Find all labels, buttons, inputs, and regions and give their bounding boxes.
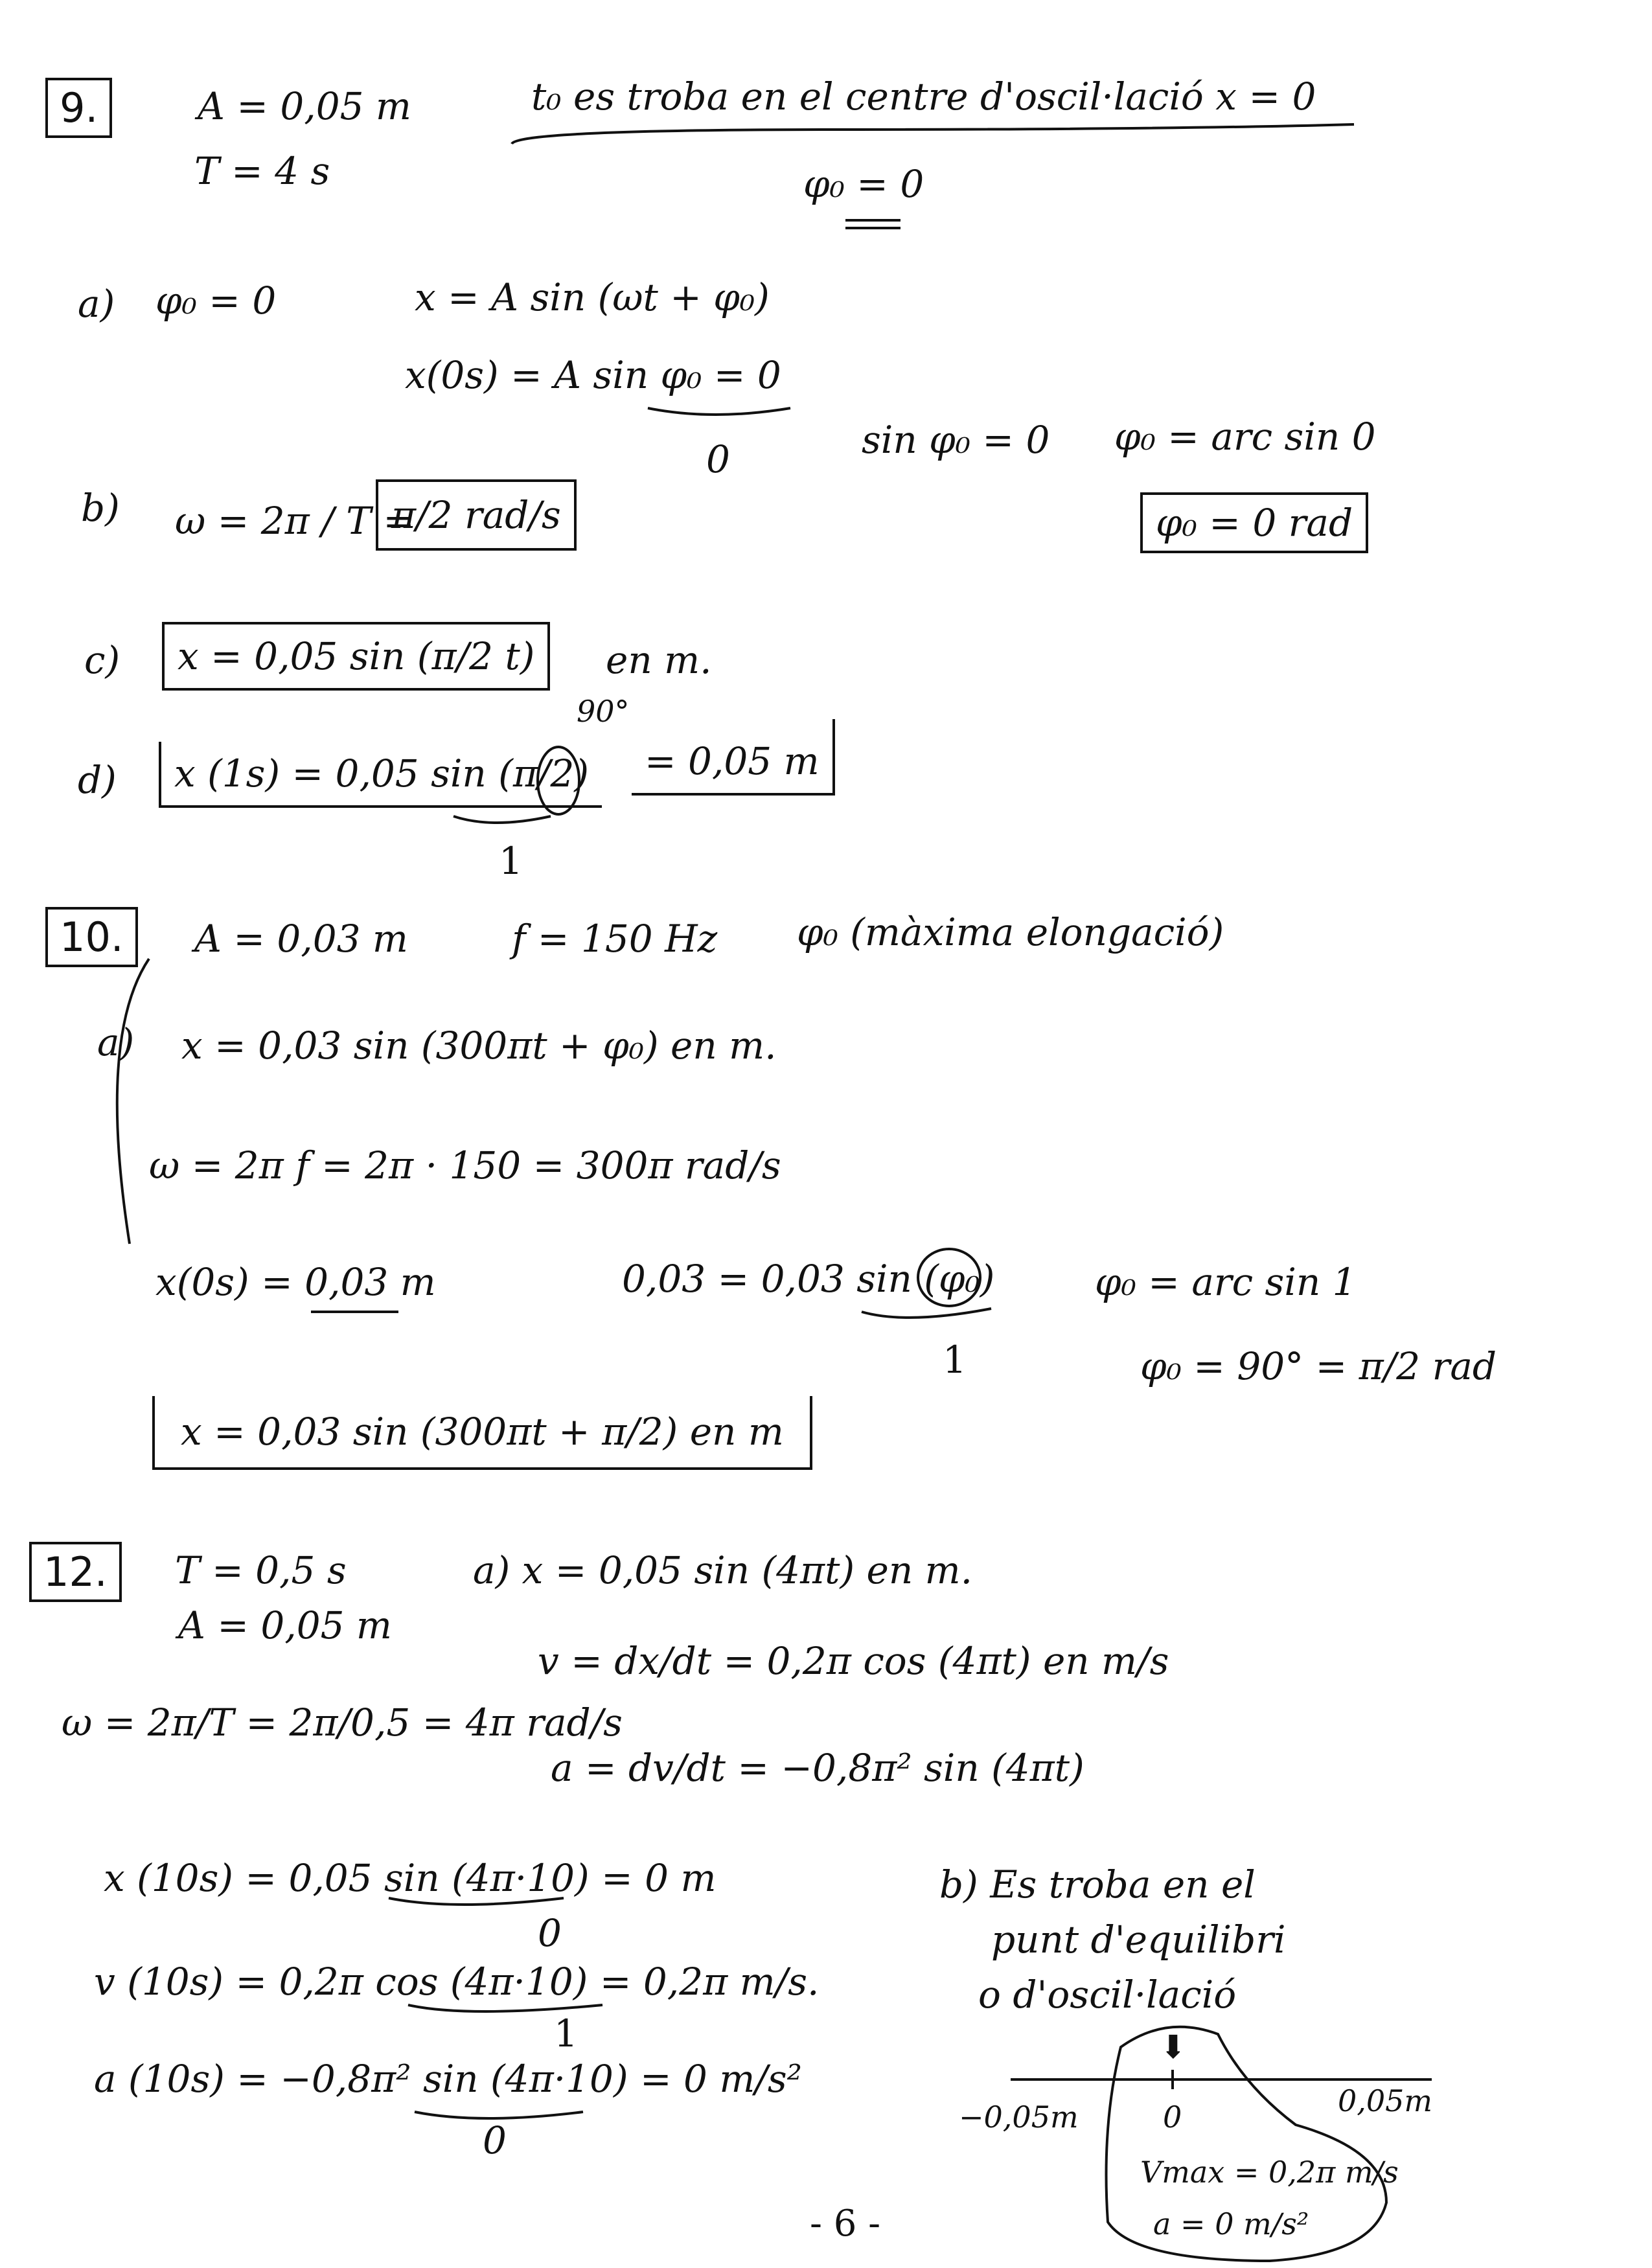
p12-x10: x (10s) = 0,05 sin (4π·10) = 0 m [104, 1856, 717, 1900]
p12-v-eq: v = dx/dt = 0,2π cos (4πt) en m/s [538, 1639, 1169, 1683]
page-number: - 6 - [810, 2203, 881, 2245]
p12-period: T = 0,5 s [175, 1548, 347, 1592]
p10-arc: φ₀ = arc sin 1 [1095, 1260, 1357, 1304]
p12-b-text2: punt d'equilibri [991, 1918, 1286, 1962]
p9-c-unit: en m. [606, 638, 712, 682]
p10-result: x = 0,03 sin (300πt + π/2) en m [152, 1396, 812, 1470]
problem-number-9: 9. [45, 78, 112, 138]
p12-a-eq: a) x = 0,05 sin (4πt) en m. [473, 1548, 973, 1592]
p10-a-eq: x = 0,03 sin (300πt + φ₀) en m. [181, 1024, 777, 1068]
p9-c-label: c) [84, 638, 120, 682]
p9-c-result: x = 0,05 sin (π/2 t) [162, 622, 550, 691]
p12-omega: ω = 2π/T = 2π/0,5 = 4π rad/s [62, 1701, 623, 1745]
p9-d-result: = 0,05 m [632, 719, 835, 796]
p12-b-text3: o d'oscil·lació [978, 1973, 1237, 2017]
p10-phi90: φ₀ = 90° = π/2 rad [1140, 1344, 1497, 1388]
p10-eq2: 0,03 = 0,03 sin (φ₀) [622, 1257, 995, 1301]
p9-b-eq: ω = 2π / T = [175, 499, 415, 543]
problem-number-12: 12. [29, 1542, 122, 1602]
p9-a-eq1: x = A sin (ωt + φ₀) [415, 275, 770, 319]
p9-note: t₀ es troba en el centre d'oscil·lació x = 0 [531, 74, 1316, 119]
p12-amplitude: A = 0,05 m [178, 1603, 392, 1647]
vmax-label: Vmax = 0,2π m/s [1140, 2155, 1399, 2190]
p10-note: φ₀ (màxima elongació) [797, 910, 1224, 954]
p12-a10: a (10s) = −0,8π² sin (4π·10) = 0 m/s² [94, 2057, 802, 2101]
amin-label: a = 0 m/s² [1153, 2206, 1309, 2241]
p9-a-sin: sin φ₀ = 0 [862, 418, 1050, 462]
p9-d-eq: x (1s) = 0,05 sin (π/2) [159, 742, 602, 808]
p9-d-one: 1 [499, 839, 523, 883]
p9-b-label: b) [81, 486, 120, 530]
p9-d-90: 90° [577, 694, 630, 729]
p10-omega: ω = 2π f = 2π · 150 = 300π rad/s [149, 1143, 781, 1187]
p12-a10-under: 0 [483, 2118, 507, 2162]
problem-number-10: 10. [45, 907, 138, 967]
p10-frequency: f = 150 Hz [512, 917, 718, 961]
p9-b-result: π/2 rad/s [376, 479, 577, 551]
p9-period: T = 4 s [194, 149, 330, 193]
axis-mid-label: 0 [1163, 2100, 1182, 2135]
p9-a-zero: 0 [706, 437, 730, 481]
p9-a-result: φ₀ = 0 rad [1140, 492, 1368, 553]
p9-phi0: φ₀ = 0 [803, 162, 924, 206]
p12-v10-under: 1 [554, 2011, 578, 2056]
mass-arrow-icon: ⬇ [1160, 2028, 1187, 2066]
p10-x0: x(0s) = 0,03 m [155, 1260, 436, 1304]
p9-a-eq2: x(0s) = A sin φ₀ = 0 [405, 353, 781, 397]
p10-a-label: a) [97, 1020, 135, 1064]
p12-x10-under: 0 [538, 1911, 562, 1955]
p9-a-phi: φ₀ = 0 [155, 279, 277, 323]
p12-v10: v (10s) = 0,2π cos (4π·10) = 0,2π m/s. [94, 1960, 820, 2004]
p9-a-arc: φ₀ = arc sin 0 [1114, 415, 1376, 459]
p9-a-label: a) [78, 282, 115, 326]
p10-amplitude: A = 0,03 m [194, 917, 408, 961]
p12-acc-eq: a = dv/dt = −0,8π² sin (4πt) [551, 1746, 1084, 1790]
p9-d-label: d) [78, 758, 117, 802]
axis-right-label: 0,05m [1338, 2083, 1433, 2118]
axis-left-label: −0,05m [959, 2100, 1079, 2135]
p12-b-text1: b) Es troba en el [939, 1862, 1256, 1907]
p9-amplitude: A = 0,05 m [198, 84, 411, 128]
p10-one: 1 [943, 1338, 967, 1382]
